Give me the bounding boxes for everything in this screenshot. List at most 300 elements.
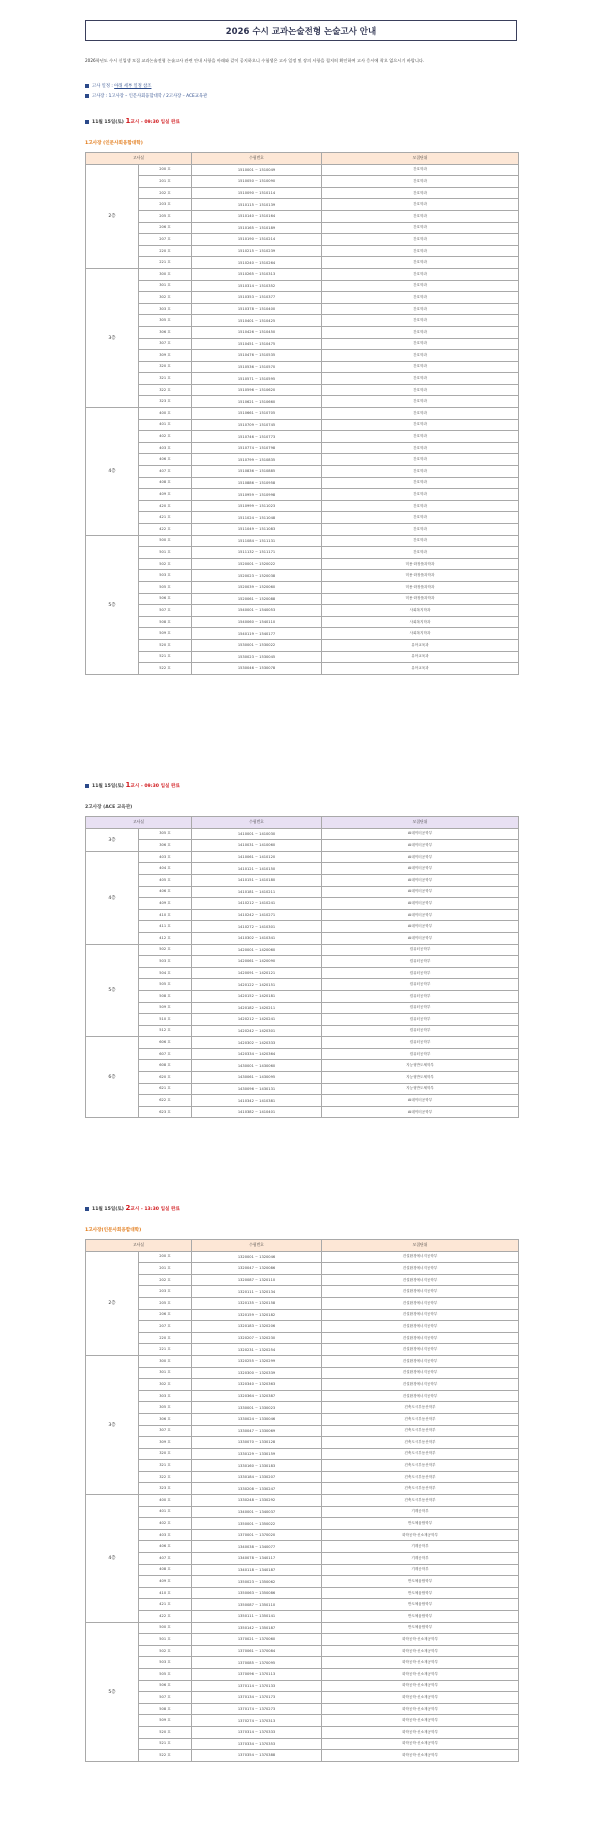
room-cell: 207 호 [139, 1321, 192, 1333]
room-cell: 321 호 [139, 373, 192, 385]
table-row [86, 1037, 519, 1049]
table-row [86, 419, 519, 431]
table-row [86, 431, 519, 443]
table-row [86, 1390, 519, 1402]
schedule-link[interactable]: 아래 세부 일정 참조 [114, 84, 152, 89]
room-cell: 408 호 [139, 1564, 192, 1576]
room-cell: 501 호 [139, 547, 192, 559]
dept-cell: 건축도시부동산학부 [322, 1448, 519, 1460]
table-row [86, 500, 519, 512]
venue-title: 1고사장 (인문사회융합대학) [85, 141, 143, 146]
bullet-schedule [85, 82, 207, 92]
range-cell: 1540060 ~ 1540110 [192, 616, 322, 628]
table-row [86, 1703, 519, 1715]
range-cell: 1420242 ~ 1420301 [192, 1025, 322, 1037]
room-cell: 205 호 [139, 1297, 192, 1309]
header-floor: 고사실 [86, 1240, 192, 1252]
range-cell: 1320087 ~ 1320110 [192, 1274, 322, 1286]
table-row [86, 593, 519, 605]
room-cell: 411 호 [139, 921, 192, 933]
range-cell: 1510090 ~ 1510114 [192, 187, 322, 199]
heading-period-number: 2 [125, 1204, 131, 1212]
dept-cell: 간호학과 [322, 489, 519, 501]
range-cell: 1430061 ~ 1430095 [192, 1072, 322, 1084]
room-cell: 521 호 [139, 1738, 192, 1750]
header-range: 수험번호 [192, 153, 322, 165]
room-cell: 410 호 [139, 909, 192, 921]
table-row [86, 886, 519, 898]
table-row [86, 303, 519, 315]
heading-period-number: 1 [125, 117, 131, 125]
room-cell: 505 호 [139, 979, 192, 991]
room-cell: 320 호 [139, 361, 192, 373]
range-cell: 1420122 ~ 1420151 [192, 979, 322, 991]
table-row [86, 280, 519, 292]
dept-cell: 간호학과 [322, 303, 519, 315]
room-cell: 307 호 [139, 1425, 192, 1437]
room-cell: 401 호 [139, 419, 192, 431]
table-row [86, 176, 519, 188]
room-cell: 306 호 [139, 1413, 192, 1425]
venue-title: 1고사장(인문사회융합대학) [85, 1228, 142, 1233]
dept-cell: 기계공학부 [322, 1541, 519, 1553]
room-cell: 520 호 [139, 1726, 192, 1738]
room-cell: 305 호 [139, 315, 192, 327]
room-cell: 509 호 [139, 1002, 192, 1014]
room-cell: 421 호 [139, 512, 192, 524]
range-cell: 1410242 ~ 1410271 [192, 909, 322, 921]
table-row [86, 199, 519, 211]
table-row [86, 1553, 519, 1565]
range-cell: 1370001 ~ 1370020 [192, 1529, 322, 1541]
section-heading [85, 117, 180, 125]
table-row [86, 1263, 519, 1275]
table-row [86, 967, 519, 979]
table-row [86, 1750, 519, 1762]
range-cell: 1410151 ~ 1410180 [192, 874, 322, 886]
table-row [86, 1726, 519, 1738]
range-cell: 1510165 ~ 1510189 [192, 222, 322, 234]
range-cell: 1510378 ~ 1510400 [192, 303, 322, 315]
heading-date: 11월 15일(토) [92, 120, 126, 125]
dept-cell: 화학공학·신소재공학부 [322, 1715, 519, 1727]
table-row [86, 1738, 519, 1750]
dept-cell: 기계공학부 [322, 1553, 519, 1565]
range-cell: 1350023 ~ 1350062 [192, 1576, 322, 1588]
range-cell: 1320207 ~ 1320230 [192, 1332, 322, 1344]
room-cell: 608 호 [139, 1060, 192, 1072]
room-cell: 502 호 [139, 944, 192, 956]
dept-cell: 컴퓨터공학부 [322, 1014, 519, 1026]
table-row [86, 979, 519, 991]
table-row [86, 1344, 519, 1356]
header-floor: 고사실 [86, 153, 192, 165]
heading-period-time: 교시 - 09:30 입실 완료 [130, 120, 180, 125]
dept-cell: 간호학과 [322, 442, 519, 454]
table-row [86, 454, 519, 466]
dept-cell: AI데이터공학부 [322, 828, 519, 840]
dept-cell: 컴퓨터공학부 [322, 944, 519, 956]
table-row [86, 1274, 519, 1286]
table-row [86, 512, 519, 524]
range-cell: 1320111 ~ 1320134 [192, 1286, 322, 1298]
dept-cell: 유아교육과 [322, 663, 519, 675]
floor-cell: 2층 [86, 164, 139, 268]
room-cell: 509 호 [139, 1715, 192, 1727]
table-row [86, 605, 519, 617]
dept-cell: 건설환경에너지공학부 [322, 1390, 519, 1402]
range-cell: 1320159 ~ 1320182 [192, 1309, 322, 1321]
dept-cell: 화학공학·신소재공학부 [322, 1692, 519, 1704]
table-row [86, 384, 519, 396]
range-cell: 1510621 ~ 1510660 [192, 396, 322, 408]
room-cell: 422 호 [139, 1611, 192, 1623]
table-row [86, 663, 519, 675]
table-row [86, 874, 519, 886]
table-row [86, 1425, 519, 1437]
range-cell: 1511049 ~ 1511083 [192, 524, 322, 536]
table-row [86, 932, 519, 944]
dept-cell: 간호학과 [322, 396, 519, 408]
table-row [86, 616, 519, 628]
room-cell: 220 호 [139, 1332, 192, 1344]
table-row [86, 234, 519, 246]
room-cell: 200 호 [139, 164, 192, 176]
dept-cell: 건설환경에너지공학부 [322, 1297, 519, 1309]
dept-cell: 화학공학·신소재공학부 [322, 1726, 519, 1738]
range-cell: 1510001 ~ 1510049 [192, 164, 322, 176]
range-cell: 1510886 ~ 1510958 [192, 477, 322, 489]
table-row [86, 1002, 519, 1014]
dept-cell: 건설환경에너지공학부 [322, 1251, 519, 1263]
range-cell: 1510836 ~ 1510885 [192, 466, 322, 478]
room-cell: 309 호 [139, 350, 192, 362]
table-row [86, 1668, 519, 1680]
table-row [86, 1048, 519, 1060]
room-cell: 303 호 [139, 1390, 192, 1402]
table-row [86, 350, 519, 362]
range-cell: 1410382 ~ 1410401 [192, 1106, 322, 1118]
room-cell: 402 호 [139, 1518, 192, 1530]
range-cell: 1510536 ~ 1510570 [192, 361, 322, 373]
range-cell: 1511132 ~ 1511171 [192, 547, 322, 559]
table-row [86, 245, 519, 257]
table-row [86, 315, 519, 327]
table-row [86, 1095, 519, 1107]
dept-cell: 간호학과 [322, 419, 519, 431]
dept-cell: 컴퓨터공학부 [322, 1002, 519, 1014]
floor-cell: 2층 [86, 1251, 139, 1355]
dept-cell: 화학공학·신소재공학부 [322, 1738, 519, 1750]
range-cell: 1320231 ~ 1320254 [192, 1344, 322, 1356]
floor-cell: 3층 [86, 828, 139, 851]
room-cell: 207 호 [139, 234, 192, 246]
range-cell: 1520039 ~ 1520060 [192, 581, 322, 593]
room-cell: 521 호 [139, 651, 192, 663]
range-cell: 1350001 ~ 1350022 [192, 1518, 322, 1530]
dept-cell: 간호학과 [322, 268, 519, 280]
table-row [86, 1286, 519, 1298]
table-row [86, 628, 519, 640]
range-cell: 1320300 ~ 1320339 [192, 1367, 322, 1379]
range-cell: 1510596 ~ 1510620 [192, 384, 322, 396]
range-cell: 1510353 ~ 1510377 [192, 292, 322, 304]
dept-cell: 건설환경에너지공학부 [322, 1263, 519, 1275]
header-range: 수험번호 [192, 1240, 322, 1252]
range-cell: 1340001 ~ 1340037 [192, 1506, 322, 1518]
dept-cell: AI데이터공학부 [322, 886, 519, 898]
dept-cell: 미용·화장품과학과 [322, 581, 519, 593]
table-row [86, 990, 519, 1002]
dept-cell: 지능형반도체학부 [322, 1072, 519, 1084]
table-row [86, 1332, 519, 1344]
dept-cell: 간호학과 [322, 257, 519, 269]
table-row [86, 408, 519, 420]
dept-cell: 건설환경에너지공학부 [322, 1274, 519, 1286]
square-bullet-icon [85, 94, 89, 98]
range-cell: 1540119 ~ 1540177 [192, 628, 322, 640]
range-cell: 1370061 ~ 1370084 [192, 1645, 322, 1657]
dept-cell: 간호학과 [322, 384, 519, 396]
room-cell: 621 호 [139, 1083, 192, 1095]
room-cell: 305 호 [139, 1402, 192, 1414]
dept-cell: AI데이터공학부 [322, 851, 519, 863]
range-cell: 1370021 ~ 1370060 [192, 1634, 322, 1646]
heading-period-time: 교시 - 13:30 입실 완료 [130, 1207, 180, 1212]
range-cell: 1420182 ~ 1420211 [192, 1002, 322, 1014]
dept-cell: 컴퓨터공학부 [322, 956, 519, 968]
dept-cell: 간호학과 [322, 326, 519, 338]
table-row [86, 1321, 519, 1333]
dept-cell: 반도체융합학부 [322, 1576, 519, 1588]
table-row [86, 361, 519, 373]
range-cell: 1330024 ~ 1330046 [192, 1413, 322, 1425]
dept-cell: 간호학과 [322, 477, 519, 489]
heading-date: 11월 15일(토) [92, 784, 126, 789]
floor-cell: 4층 [86, 1495, 139, 1623]
table-row [86, 1599, 519, 1611]
dept-cell: 간호학과 [322, 350, 519, 362]
range-cell: 1350111 ~ 1350141 [192, 1611, 322, 1623]
table-row [86, 898, 519, 910]
table-row [86, 1297, 519, 1309]
header-dept: 모집단위 [322, 1240, 519, 1252]
range-cell: 1420061 ~ 1420090 [192, 956, 322, 968]
room-cell: 303 호 [139, 303, 192, 315]
room-cell: 205 호 [139, 210, 192, 222]
room-cell: 203 호 [139, 1286, 192, 1298]
table-row [86, 396, 519, 408]
room-cell: 409 호 [139, 898, 192, 910]
table-row [86, 1251, 519, 1263]
table-row [86, 1506, 519, 1518]
dept-cell: 화학공학·신소재공학부 [322, 1680, 519, 1692]
dept-cell: 간호학과 [322, 373, 519, 385]
room-cell: 607 호 [139, 1048, 192, 1060]
table-row [86, 558, 519, 570]
section-heading [85, 781, 180, 789]
range-cell: 1420001 ~ 1420060 [192, 944, 322, 956]
table-row [86, 1060, 519, 1072]
table-row [86, 1437, 519, 1449]
table-row [86, 466, 519, 478]
table-row [86, 1106, 519, 1118]
table-row [86, 1495, 519, 1507]
dept-cell: 간호학과 [322, 222, 519, 234]
range-cell: 1370174 ~ 1370273 [192, 1703, 322, 1715]
range-cell: 1320135 ~ 1320158 [192, 1297, 322, 1309]
dept-cell: 간호학과 [322, 187, 519, 199]
heading-date: 11월 15일(토) [92, 1207, 126, 1212]
table-header-row [86, 153, 519, 165]
floor-cell: 5층 [86, 535, 139, 674]
range-cell: 1410302 ~ 1410341 [192, 932, 322, 944]
range-cell: 1330001 ~ 1330023 [192, 1402, 322, 1414]
room-cell: 322 호 [139, 384, 192, 396]
room-cell: 203 호 [139, 199, 192, 211]
dept-cell: AI데이터공학부 [322, 1106, 519, 1118]
room-cell: 520 호 [139, 639, 192, 651]
dept-cell: 화학공학·신소재공학부 [322, 1750, 519, 1762]
table-row [86, 210, 519, 222]
table-row [86, 1622, 519, 1634]
table-row [86, 944, 519, 956]
range-cell: 1330047 ~ 1330069 [192, 1425, 322, 1437]
room-cell: 206 호 [139, 222, 192, 234]
range-cell: 1420212 ~ 1420241 [192, 1014, 322, 1026]
dept-cell: 간호학과 [322, 164, 519, 176]
table-row [86, 477, 519, 489]
dept-cell: 유아교육과 [322, 639, 519, 651]
floor-cell: 3층 [86, 268, 139, 407]
table-row [86, 1692, 519, 1704]
room-cell: 323 호 [139, 1483, 192, 1495]
room-cell: 301 호 [139, 280, 192, 292]
dept-cell: AI데이터공학부 [322, 840, 519, 852]
table-row [86, 338, 519, 350]
table-row [86, 828, 519, 840]
dept-cell: 화학공학·신소재공학부 [322, 1703, 519, 1715]
range-cell: 1370314 ~ 1370333 [192, 1726, 322, 1738]
range-cell: 1410181 ~ 1410211 [192, 886, 322, 898]
dept-cell: 건축도시부동산학부 [322, 1413, 519, 1425]
dept-cell: 반도체융합학부 [322, 1611, 519, 1623]
range-cell: 1510774 ~ 1510798 [192, 442, 322, 454]
table-row [86, 222, 519, 234]
dept-cell: 사회복지학과 [322, 628, 519, 640]
range-cell: 1370085 ~ 1370095 [192, 1657, 322, 1669]
room-cell: 406 호 [139, 454, 192, 466]
dept-cell: 간호학과 [322, 454, 519, 466]
room-cell: 302 호 [139, 292, 192, 304]
room-cell: 505 호 [139, 1668, 192, 1680]
range-cell: 1540001 ~ 1540053 [192, 605, 322, 617]
room-cell: 507 호 [139, 605, 192, 617]
room-cell: 400 호 [139, 1495, 192, 1507]
dept-cell: 간호학과 [322, 512, 519, 524]
room-cell: 500 호 [139, 1622, 192, 1634]
range-cell: 1420302 ~ 1420333 [192, 1037, 322, 1049]
dept-cell: 반도체융합학부 [322, 1518, 519, 1530]
range-cell: 1320001 ~ 1320046 [192, 1251, 322, 1263]
room-cell: 420 호 [139, 500, 192, 512]
floor-cell: 4층 [86, 408, 139, 536]
dept-cell: 컴퓨터공학부 [322, 990, 519, 1002]
dept-cell: 건설환경에너지공학부 [322, 1355, 519, 1367]
range-cell: 1430096 ~ 1430131 [192, 1083, 322, 1095]
range-cell: 1511024 ~ 1511048 [192, 512, 322, 524]
room-cell: 407 호 [139, 466, 192, 478]
room-cell: 508 호 [139, 1703, 192, 1715]
table-row [86, 442, 519, 454]
room-cell: 505 호 [139, 581, 192, 593]
exam-room-table [85, 816, 519, 1118]
page-title: 2026 수시 교과논술전형 논술고사 안내 [225, 26, 377, 37]
dept-cell: 컴퓨터공학부 [322, 979, 519, 991]
dept-cell: 간호학과 [322, 280, 519, 292]
room-cell: 402 호 [139, 431, 192, 443]
room-cell: 506 호 [139, 593, 192, 605]
table-row [86, 1587, 519, 1599]
room-cell: 301 호 [139, 1367, 192, 1379]
range-cell: 1350142 ~ 1350187 [192, 1622, 322, 1634]
range-cell: 1510959 ~ 1510998 [192, 489, 322, 501]
room-cell: 403 호 [139, 1529, 192, 1541]
table-row [86, 1309, 519, 1321]
room-cell: 320 호 [139, 1448, 192, 1460]
table-row [86, 1014, 519, 1026]
dept-cell: 사회복지학과 [322, 605, 519, 617]
dept-cell: 간호학과 [322, 547, 519, 559]
heading-period-time: 교시 - 09:30 입실 완료 [130, 784, 180, 789]
range-cell: 1370134 ~ 1370173 [192, 1692, 322, 1704]
dept-cell: 간호학과 [322, 245, 519, 257]
range-cell: 1320255 ~ 1320299 [192, 1355, 322, 1367]
dept-cell: 반도체융합학부 [322, 1622, 519, 1634]
range-cell: 1330070 ~ 1330128 [192, 1437, 322, 1449]
room-cell: 503 호 [139, 570, 192, 582]
table-row [86, 1634, 519, 1646]
room-cell: 300 호 [139, 1355, 192, 1367]
range-cell: 1510661 ~ 1510705 [192, 408, 322, 420]
range-cell: 1410212 ~ 1410241 [192, 898, 322, 910]
room-cell: 620 호 [139, 1072, 192, 1084]
table-row [86, 524, 519, 536]
room-cell: 403 호 [139, 442, 192, 454]
table-row [86, 1072, 519, 1084]
dept-cell: 화학공학·신소재공학부 [322, 1657, 519, 1669]
range-cell: 1370334 ~ 1370353 [192, 1738, 322, 1750]
dept-cell: 화학공학·신소재공학부 [322, 1645, 519, 1657]
range-cell: 1330184 ~ 1330207 [192, 1471, 322, 1483]
header-dept: 모집단위 [322, 153, 519, 165]
dept-cell: 미용·화장품과학과 [322, 558, 519, 570]
range-cell: 1320364 ~ 1320387 [192, 1390, 322, 1402]
table-row [86, 581, 519, 593]
table-row [86, 1367, 519, 1379]
floor-cell: 5층 [86, 1622, 139, 1761]
dept-cell: 건축도시부동산학부 [322, 1437, 519, 1449]
room-cell: 522 호 [139, 663, 192, 675]
bullet-list [85, 82, 207, 102]
room-cell: 503 호 [139, 956, 192, 968]
dept-cell: AI데이터공학부 [322, 874, 519, 886]
room-cell: 606 호 [139, 1037, 192, 1049]
room-cell: 302 호 [139, 1379, 192, 1391]
dept-cell: 컴퓨터공학부 [322, 1048, 519, 1060]
range-cell: 1320047 ~ 1320086 [192, 1263, 322, 1275]
dept-cell: 사회복지학과 [322, 616, 519, 628]
